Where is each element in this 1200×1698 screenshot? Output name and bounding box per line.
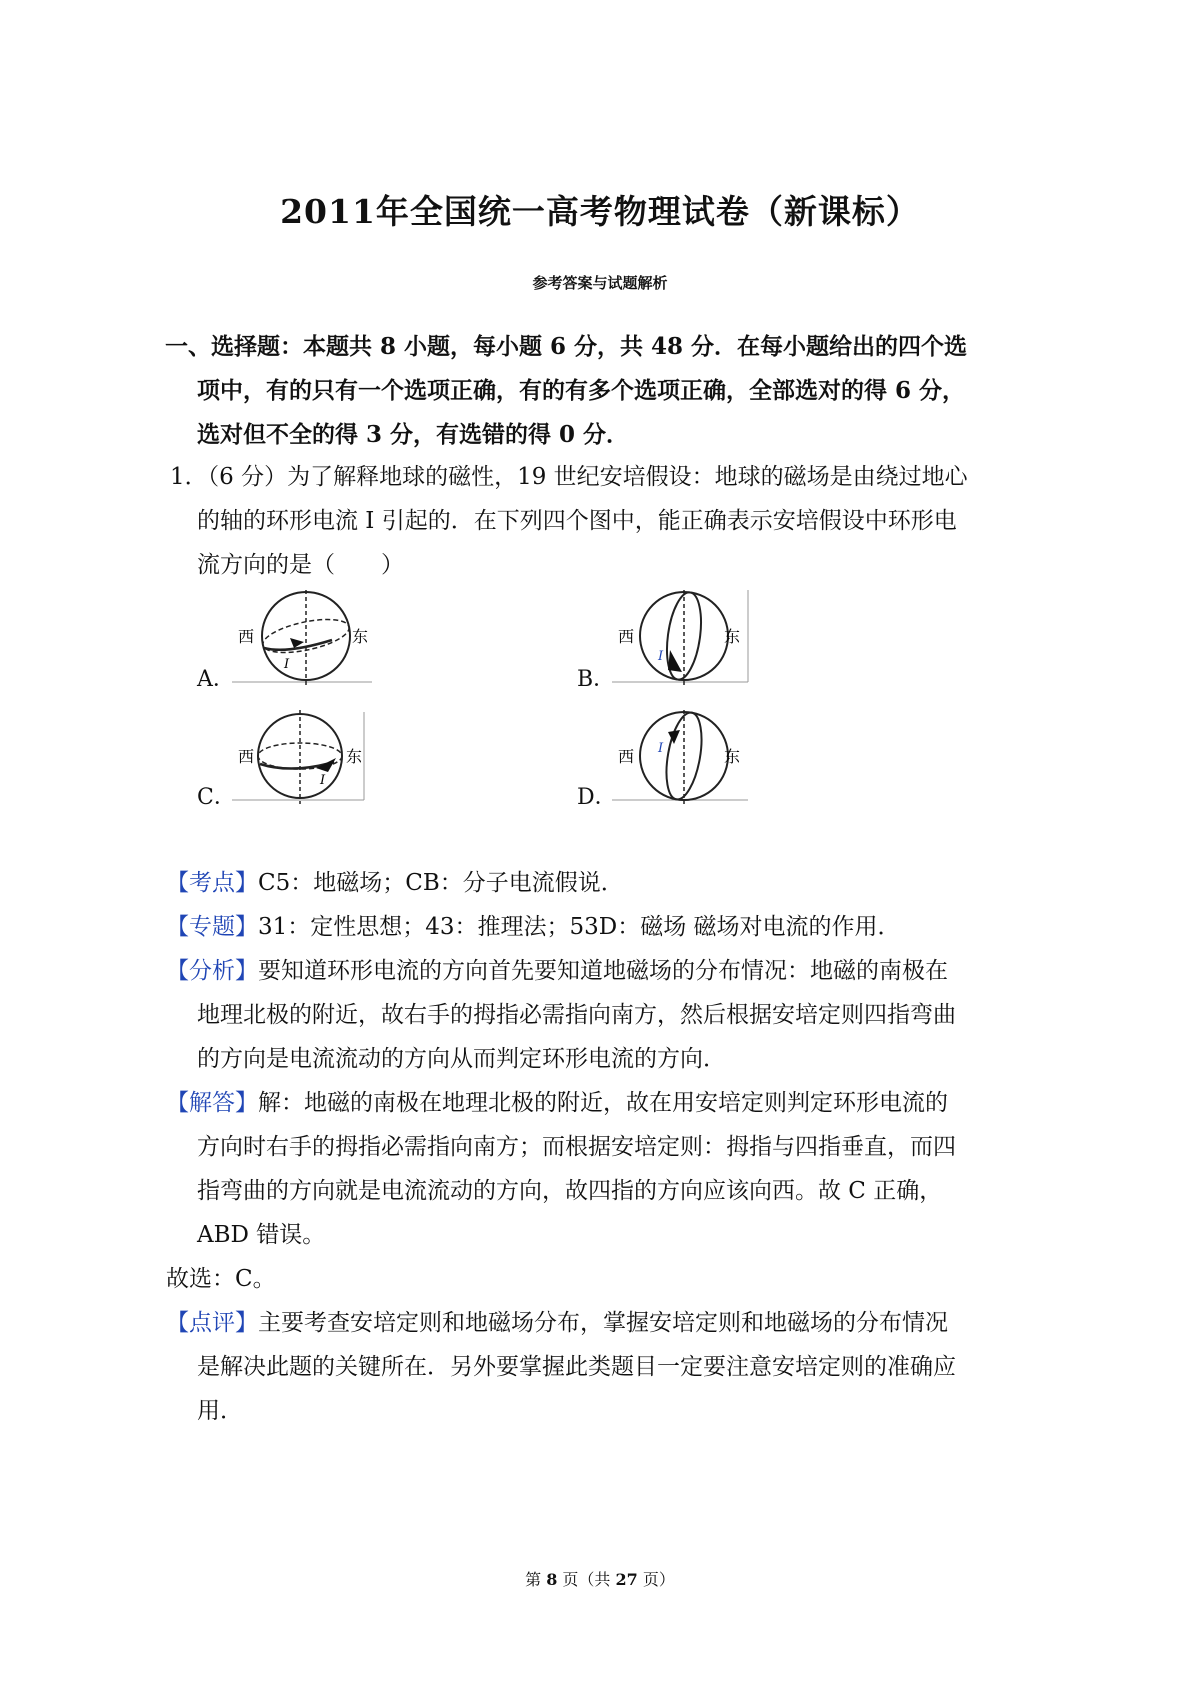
east-label: 东 (352, 627, 369, 646)
option-d-label: D． (577, 785, 617, 810)
east-label: 东 (724, 747, 741, 766)
footer-middle: 页（共 (557, 1570, 616, 1589)
jieda-line-4: ABD 错误。 (197, 1222, 326, 1248)
west-label: 西 (238, 747, 255, 766)
page-footer (0, 1567, 1200, 1590)
dianping-row (166, 1300, 948, 1346)
east-label: 东 (346, 747, 363, 766)
page-subtitle: 参考答案与试题解析 (532, 274, 668, 292)
option-c-figure (232, 708, 372, 806)
kaodian-text: C5：地磁场；CB：分子电流假说． (258, 870, 624, 896)
west-label: 西 (618, 627, 635, 646)
kaodian-row (166, 860, 624, 906)
fenxi-line-2: 地理北极的附近，故右手的拇指必需指向南方，然后根据安培定则四指弯曲 (197, 1002, 956, 1028)
jieda-line-2: 方向时右手的拇指必需指向南方；而根据安培定则：拇指与四指垂直，而四 (197, 1134, 956, 1160)
dianping-line-2: 是解决此题的关键所在．另外要掌握此类题目一定要注意安培定则的准确应 (197, 1354, 956, 1380)
dianping-line-3: 用． (197, 1398, 243, 1424)
footer-prefix: 第 (525, 1570, 547, 1589)
option-a-label: A． (197, 667, 235, 692)
zhuanti-text: 31：定性思想；43：推理法；53D：磁场 磁场对电流的作用． (258, 914, 901, 940)
zhuanti-tag: 【专题】 (166, 914, 258, 940)
section-heading-line-3: 选对但不全的得 3 分，有选错的得 0 分． (197, 421, 630, 448)
zhuanti-row (166, 904, 901, 950)
page-title: 2011年全国统一高考物理试卷（新课标） (280, 192, 920, 231)
current-label: I (658, 741, 664, 756)
question-line-2: 的轴的环形电流 I 引起的．在下列四个图中，能正确表示安培假设中环形电 (197, 508, 957, 534)
answer-line: 故选：C。 (166, 1266, 276, 1292)
option-c-label: C． (197, 785, 236, 810)
fenxi-row (166, 948, 948, 994)
fenxi-tag: 【分析】 (166, 958, 258, 984)
option-b-figure (612, 590, 752, 688)
fenxi-line-3: 的方向是电流流动的方向从而判定环形电流的方向． (197, 1046, 726, 1072)
question-line-3: 流方向的是（ ） (197, 552, 404, 578)
current-label: I (320, 773, 326, 788)
current-label: I (658, 649, 664, 664)
jieda-tag: 【解答】 (166, 1090, 258, 1116)
east-label: 东 (724, 627, 741, 646)
footer-total-pages: 27 (615, 1570, 638, 1589)
west-label: 西 (238, 627, 255, 646)
kaodian-tag: 【考点】 (166, 870, 258, 896)
west-label: 西 (618, 747, 635, 766)
dianping-line-1: 主要考查安培定则和地磁场分布，掌握安培定则和地磁场的分布情况 (258, 1310, 948, 1336)
section-heading-line-2: 项中，有的只有一个选项正确，有的有多个选项正确，全部选对的得 6 分， (197, 377, 966, 404)
question-line-1: 1．（6 分）为了解释地球的磁性，19 世纪安培假设：地球的磁场是由绕过地心 (170, 464, 968, 490)
section-heading-line-1: 一、选择题：本题共 8 小题，每小题 6 分，共 48 分．在每小题给出的四个选 (165, 333, 968, 360)
jieda-row (166, 1080, 948, 1126)
jieda-line-3: 指弯曲的方向就是电流流动的方向，故四指的方向应该向西。故 C 正确， (197, 1178, 943, 1204)
option-b-label: B． (577, 667, 616, 692)
footer-page-number: 8 (546, 1570, 558, 1589)
option-a-figure (232, 590, 372, 688)
option-d-figure (612, 708, 752, 806)
fenxi-line-1: 要知道环形电流的方向首先要知道地磁场的分布情况：地磁的南极在 (258, 958, 948, 984)
dianping-tag: 【点评】 (166, 1310, 258, 1336)
footer-suffix: 页） (637, 1570, 675, 1589)
current-label: I (284, 657, 290, 672)
jieda-line-1: 解：地磁的南极在地理北极的附近，故在用安培定则判定环形电流的 (258, 1090, 948, 1116)
